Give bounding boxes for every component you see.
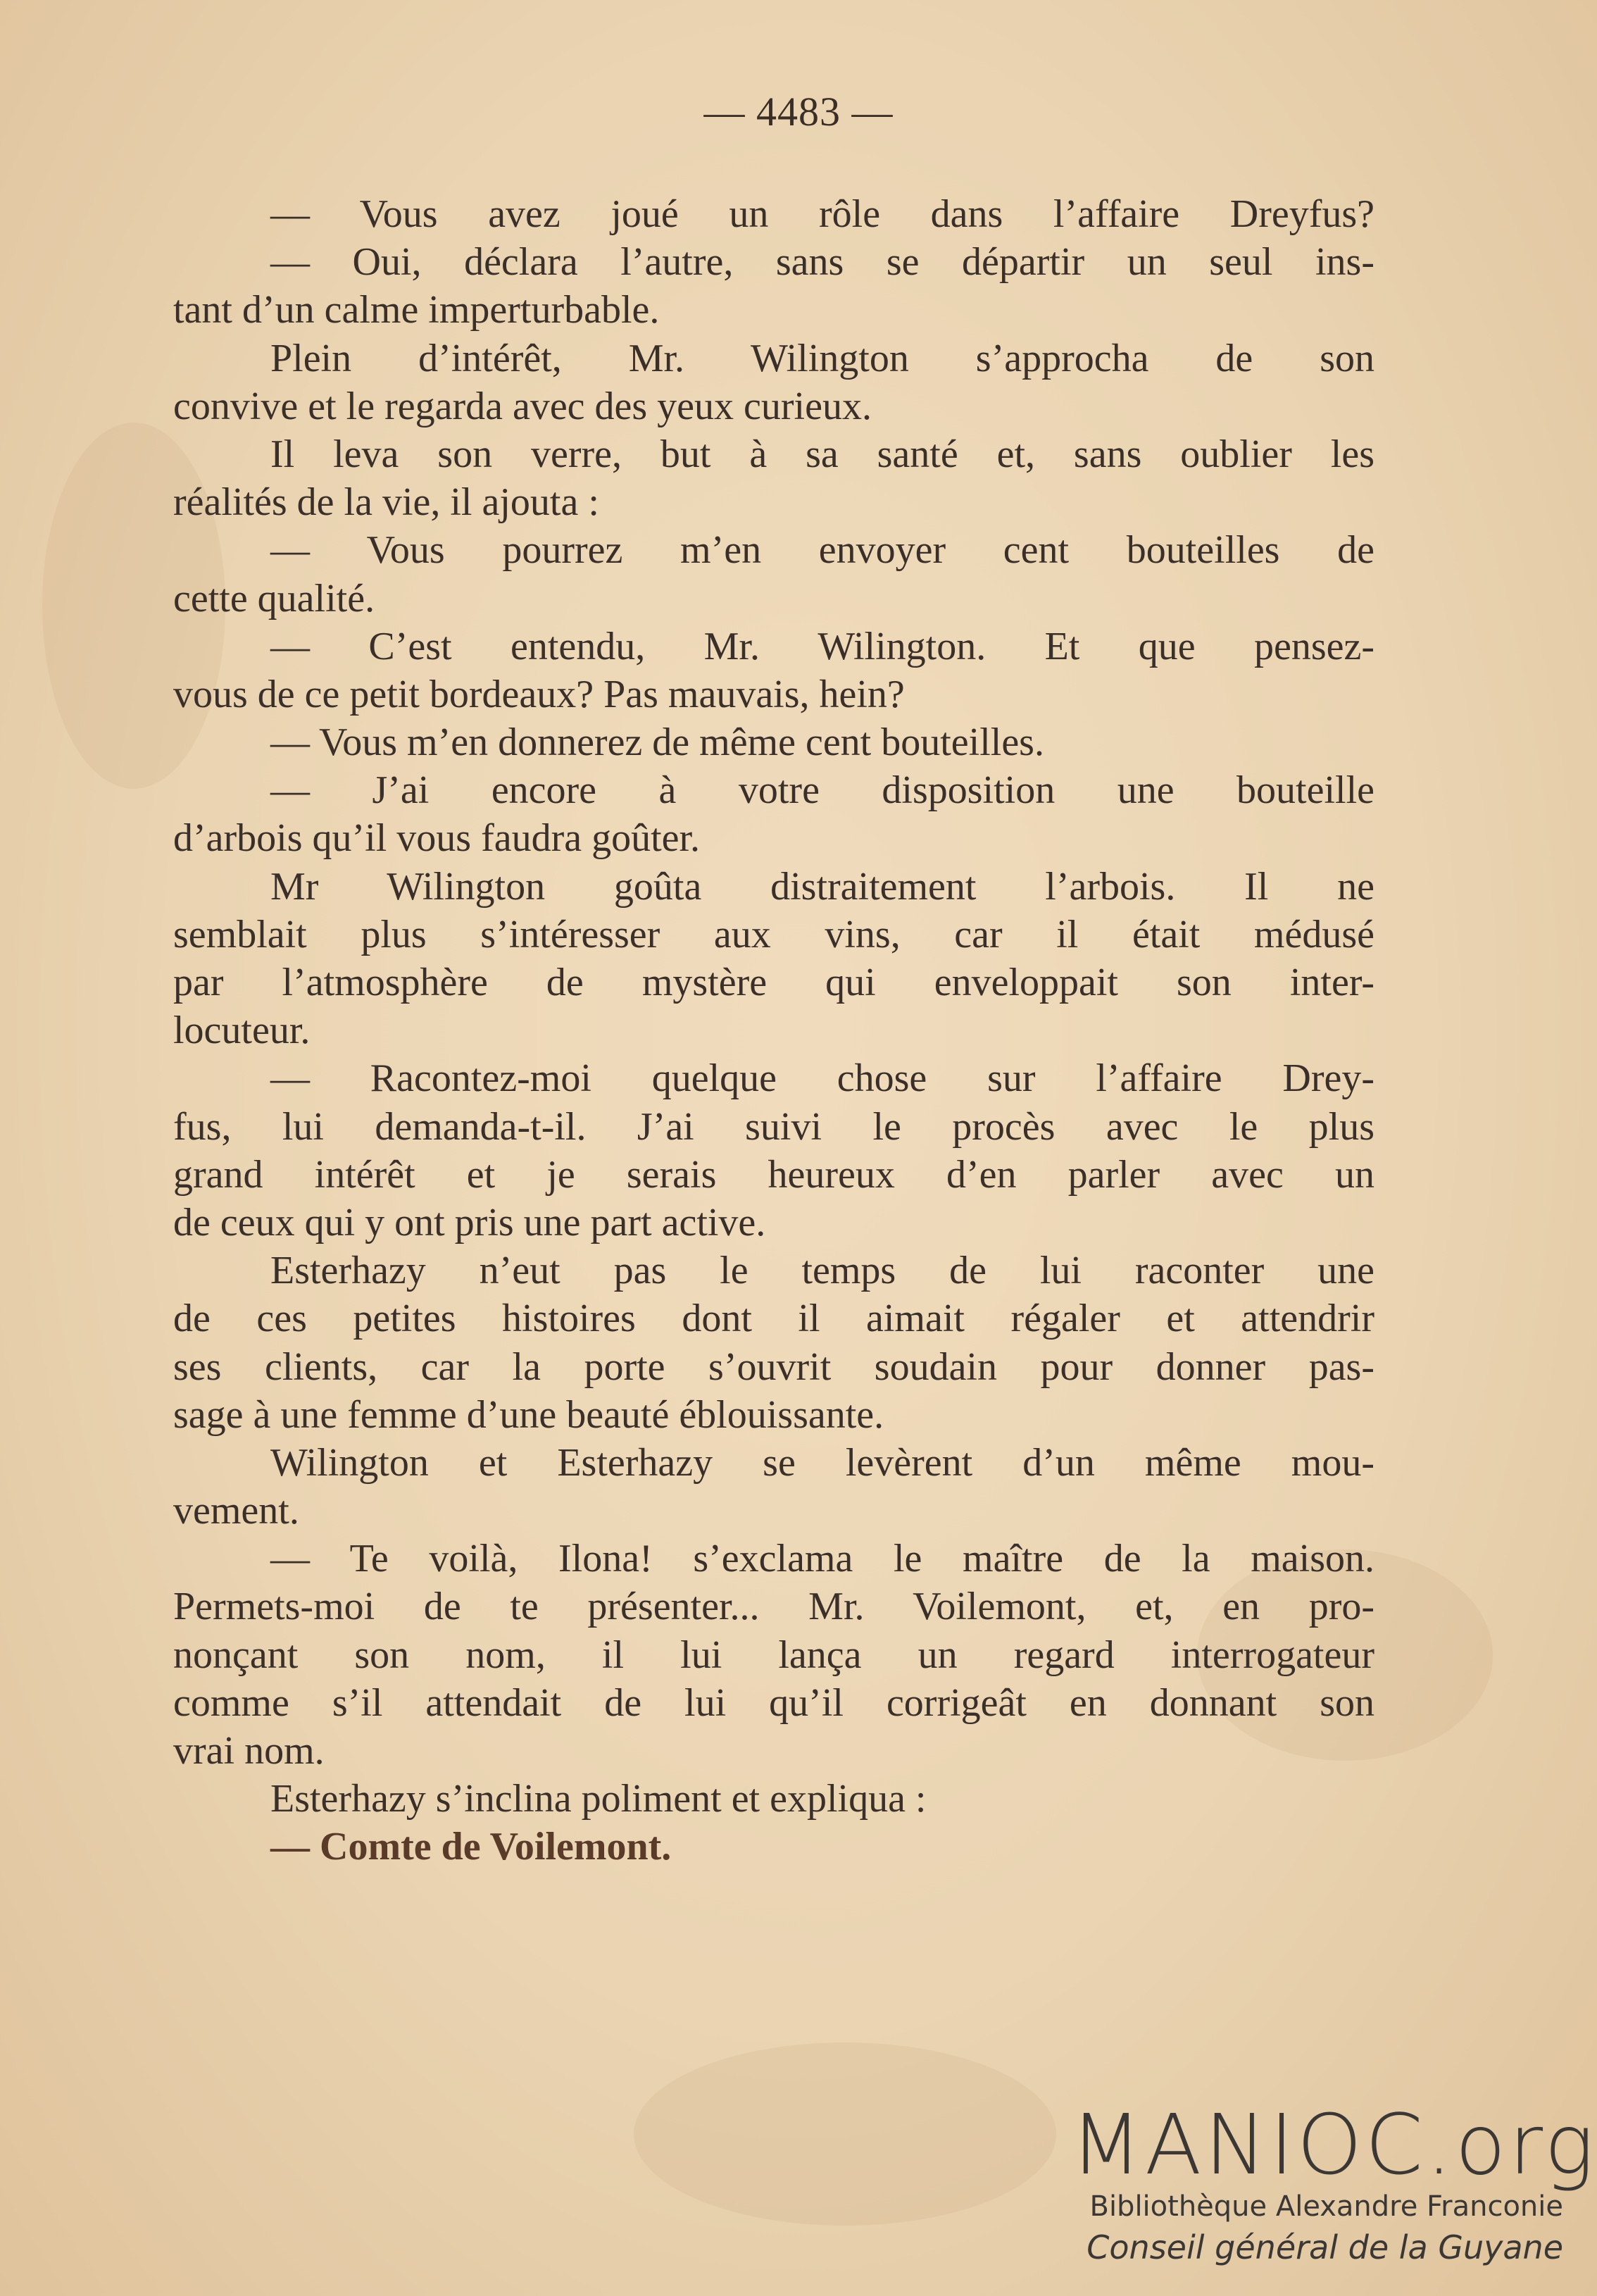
council-name: Conseil général de la Guyane xyxy=(1086,2228,1563,2266)
text-line: fus, lui demanda-t-il. J’ai suivi le procès avec le plus xyxy=(173,1104,1374,1149)
text-line: — Oui, déclara l’autre, sans se départir un seul ins- xyxy=(270,240,1374,285)
manioc-watermark xyxy=(1070,2096,1597,2269)
text-line: tant d’un calme imperturbable. xyxy=(173,288,660,332)
text-line: — Te voilà, Ilona! s’exclama le maître de la maison. xyxy=(270,1537,1374,1581)
text-line: vous de ce petit bordeaux? Pas mauvais, hein? xyxy=(173,672,905,716)
text-line: semblait plus s’intéresser aux vins, car il était médusé xyxy=(173,912,1374,956)
text-line: comme s’il attendait de lui qu’il corrigeât en donnant son xyxy=(173,1680,1374,1725)
text-line: d’arbois qu’il vous faudra goûter. xyxy=(173,816,701,861)
text-line: grand intérêt et je serais heureux d’en parler avec un xyxy=(173,1152,1374,1197)
text-line: Il leva son verre, but à sa santé et, sans oublier les xyxy=(270,432,1374,476)
text-line: Wilington et Esterhazy se levèrent d’un même mou- xyxy=(270,1440,1374,1485)
text-line: — Vous m’en donnerez de même cent bouteilles. xyxy=(270,720,1044,765)
manioc-logo: MANIOC.org xyxy=(1070,2096,1597,2193)
text-line: nonçant son nom, il lui lança un regard interrogateur xyxy=(173,1633,1374,1677)
text-line: Permets-moi de te présenter... Mr. Voilemont, et, en pro- xyxy=(173,1585,1374,1629)
text-line: vrai nom. xyxy=(173,1729,325,1773)
text-line: convive et le regarda avec des yeux curieux. xyxy=(173,384,872,428)
library-name: Bibliothèque Alexandre Franconie xyxy=(1089,2190,1563,2223)
text-line: par l’atmosphère de mystère qui enveloppait son inter- xyxy=(173,961,1374,1004)
text-line: — C’est entendu, Mr. Wilington. Et que pensez- xyxy=(270,624,1374,668)
text-line: — Racontez-moi quelque chose sur l’affaire Drey- xyxy=(270,1056,1374,1101)
text-line: de ces petites histoires dont il aimait régaler et attendrir xyxy=(173,1297,1374,1341)
paper-stain xyxy=(634,2042,1056,2226)
text-line: — Vous avez joué un rôle dans l’affaire Dreyfus? xyxy=(270,192,1374,236)
text-line: — J’ai encore à votre disposition une bouteille xyxy=(270,768,1374,813)
text-line: Plein d’intérêt, Mr. Wilington s’approcha de son xyxy=(270,336,1374,380)
page-number: — 4483 — xyxy=(703,89,894,135)
text-line: sage à une femme d’une beauté éblouissante. xyxy=(173,1392,884,1437)
body-text xyxy=(173,190,1374,1871)
text-line: locuteur. xyxy=(173,1009,311,1053)
text-line: Mr Wilington goûta distraitement l’arbois. Il ne xyxy=(270,864,1374,909)
text-line: cette qualité. xyxy=(173,576,375,620)
text-line: réalités de la vie, il ajouta : xyxy=(173,480,599,525)
text-line: de ceux qui y ont pris une part active. xyxy=(173,1200,766,1244)
text-line: Esterhazy s’inclina poliment et expliqua : xyxy=(270,1777,927,1821)
text-line: vement. xyxy=(173,1489,299,1533)
text-line: — Vous pourrez m’en envoyer cent bouteilles de xyxy=(270,528,1374,573)
text-line: Esterhazy n’eut pas le temps de lui raconter une xyxy=(270,1249,1374,1293)
text-line: ses clients, car la porte s’ouvrit soudain pour donner pas- xyxy=(173,1344,1374,1389)
text-line-signature: — Comte de Voilemont. xyxy=(270,1825,672,1869)
